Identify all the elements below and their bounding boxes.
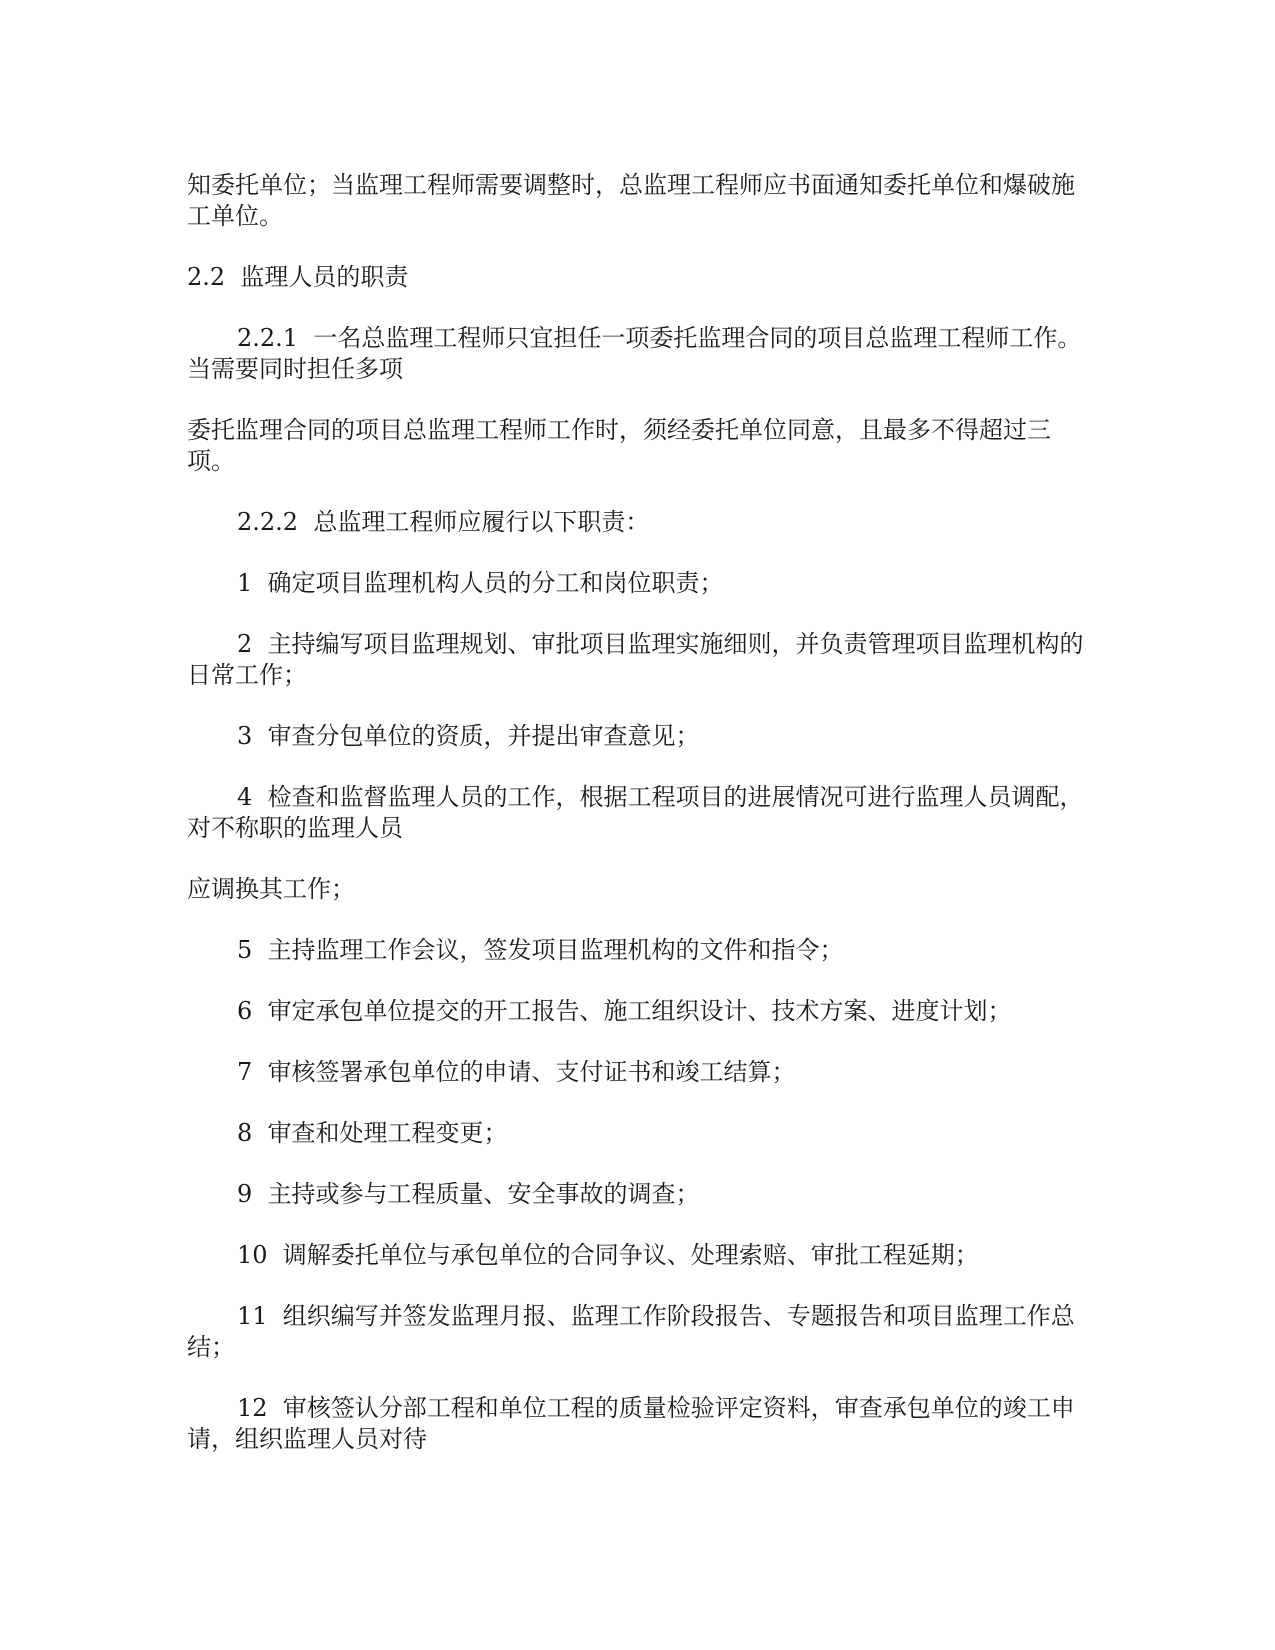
list-item: 6 审定承包单位提交的开工报告、施工组织设计、技术方案、进度计划； [237,997,1012,1025]
list-item: 7 审核签署承包单位的申请、支付证书和竣工结算； [237,1058,796,1086]
list-item: 8 审查和处理工程变更； [237,1119,508,1147]
paragraph: 知委托单位；当监理工程师需要调整时，总监理工程师应书面通知委托单位和爆破施工单位。 [187,171,1075,230]
list-item: 10 调解委托单位与承包单位的合同争议、处理索赔、审批工程延期； [237,1241,979,1269]
document-body [187,170,1087,1485]
paragraph: 委托监理合同的项目总监理工程师工作时，须经委托单位同意，且最多不得超过三项。 [187,416,1051,475]
list-item: 1 确定项目监理机构人员的分工和岗位职责； [237,569,724,597]
list-item: 5 主持监理工作会议，签发项目监理机构的文件和指令； [237,936,844,964]
paragraph: 应调换其工作； [187,875,355,903]
list-item: 12 审核签认分部工程和单位工程的质量检验评定资料，审查承包单位的竣工申请，组织监理人员对待 [187,1394,1075,1453]
list-item: 2 主持编写项目监理规划、审批项目监理实施细则，并负责管理项目监理机构的日常工作； [187,630,1084,689]
list-item: 3 审查分包单位的资质，并提出审查意见； [237,722,700,750]
section-heading: 2.2 监理人员的职责 [187,263,409,291]
paragraph: 2.2.1 一名总监理工程师只宜担任一项委托监理合同的项目总监理工程师工作。当需要同时担任多项 [187,324,1082,383]
list-item: 4 检查和监督监理人员的工作，根据工程项目的进展情况可进行监理人员调配，对不称职的监理人员 [187,783,1084,842]
list-item: 11 组织编写并签发监理月报、监理工作阶段报告、专题报告和项目监理工作总结； [187,1302,1075,1361]
list-item: 9 主持或参与工程质量、安全事故的调查； [237,1180,700,1208]
paragraph: 2.2.2 总监理工程师应履行以下职责： [237,508,650,536]
